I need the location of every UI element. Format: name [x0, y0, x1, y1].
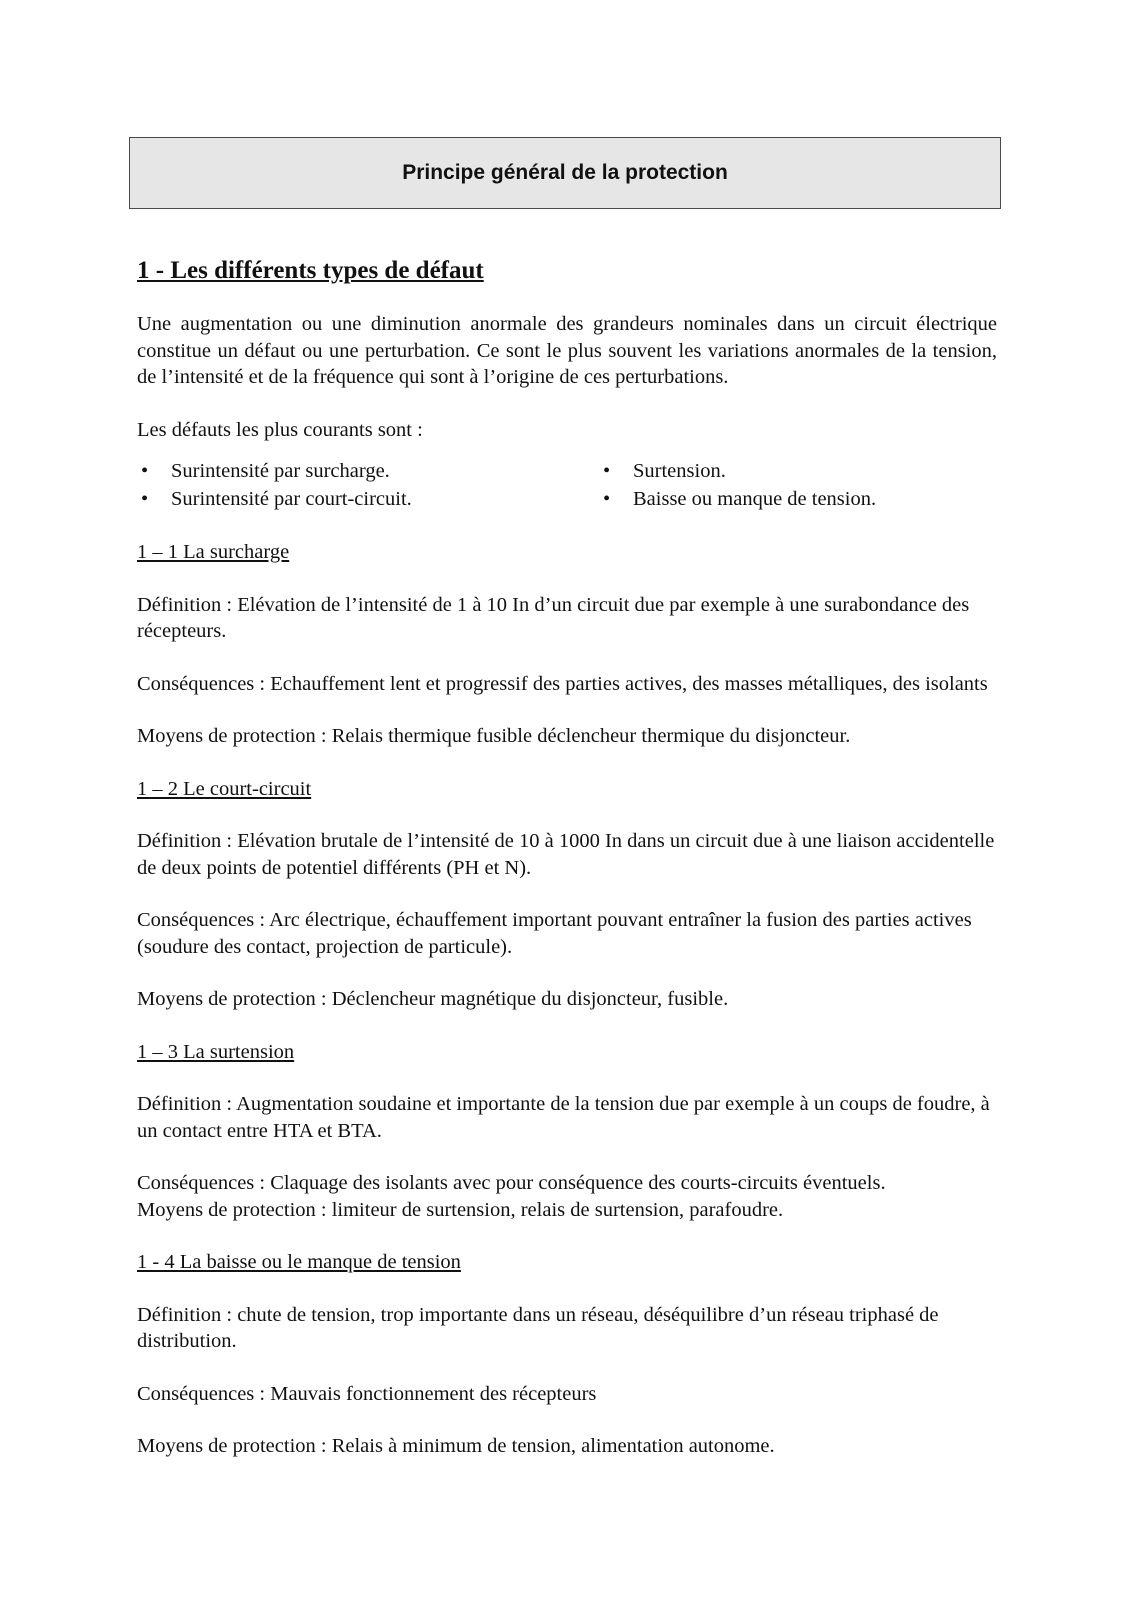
bullet-icon: • — [603, 460, 611, 482]
document-body — [137, 255, 997, 1460]
surtension-definition: Définition : Augmentation soudaine et importante de la tension due par exemple à un coups de foudre, à un contact entre HTA et BTA. — [137, 1093, 990, 1142]
list-item: • Surintensité par surcharge. — [137, 457, 599, 485]
subsection-heading-surcharge: 1 – 1 La surcharge — [137, 541, 290, 563]
surtension-protection: Moyens de protection : limiteur de surtension, relais de surtension, parafoudre. — [137, 1198, 784, 1221]
baisse-tension-consequences: Conséquences : Mauvais fonctionnement des récepteurs — [137, 1382, 597, 1405]
list-intro: Les défauts les plus courants sont : — [137, 418, 423, 441]
defect-list — [137, 457, 997, 513]
defect-list-column-1 — [137, 457, 599, 513]
bullet-icon: • — [141, 488, 149, 510]
list-item: • Baisse ou manque de tension. — [599, 485, 876, 513]
defect-list-column-2 — [599, 457, 876, 513]
court-circuit-protection: Moyens de protection : Déclencheur magnétique du disjoncteur, fusible. — [137, 988, 729, 1010]
court-circuit-consequences: Conséquences : Arc électrique, échauffement important pouvant entraîner la fusion des parties actives (soudure des contact, projection de particule). — [137, 909, 972, 958]
surcharge-protection: Moyens de protection : Relais thermique fusible déclencheur thermique du disjoncteur. — [137, 725, 851, 747]
baisse-tension-protection: Moyens de protection : Relais à minimum de tension, alimentation autonome. — [137, 1435, 775, 1457]
title-box — [129, 137, 1001, 209]
surcharge-definition: Définition : Elévation de l’intensité de 1 à 10 In d’un circuit due par exemple à une surabondance des récepteurs. — [137, 593, 970, 642]
surtension-consequences: Conséquences : Claquage des isolants avec pour conséquence des courts-circuits éventuels. — [137, 1172, 886, 1194]
list-item: • Surtension. — [599, 457, 876, 485]
intro-paragraph: Une augmentation ou une diminution anormale des grandeurs nominales dans un circuit électrique constitue un défaut ou une perturbation. Ce sont le plus souvent les variations anormales de la tension, de l’intensité et de la fréquence qui sont à l’origine de ces perturbations. — [137, 313, 997, 388]
page-title: Principe général de la protection — [402, 161, 728, 184]
bullet-icon: • — [141, 460, 149, 482]
subsection-heading-surtension: 1 – 3 La surtension — [137, 1040, 295, 1063]
bullet-icon: • — [603, 488, 611, 510]
section-heading-1: 1 - Les différents types de défaut — [137, 257, 484, 284]
subsection-heading-court-circuit: 1 – 2 Le court-circuit — [137, 777, 312, 800]
surcharge-consequences: Conséquences : Echauffement lent et progressif des parties actives, des masses métalliques, des isolants — [137, 672, 988, 695]
list-item: • Surintensité par court-circuit. — [137, 485, 599, 513]
subsection-heading-baisse-tension: 1 - 4 La baisse ou le manque de tension — [137, 1251, 461, 1273]
court-circuit-definition: Définition : Elévation brutale de l’intensité de 10 à 1000 In dans un circuit due à une liaison accidentelle de deux points de potentiel différents (PH et N). — [137, 830, 995, 879]
baisse-tension-definition: Définition : chute de tension, trop importante dans un réseau, déséquilibre d’un réseau triphasé de distribution. — [137, 1303, 939, 1352]
